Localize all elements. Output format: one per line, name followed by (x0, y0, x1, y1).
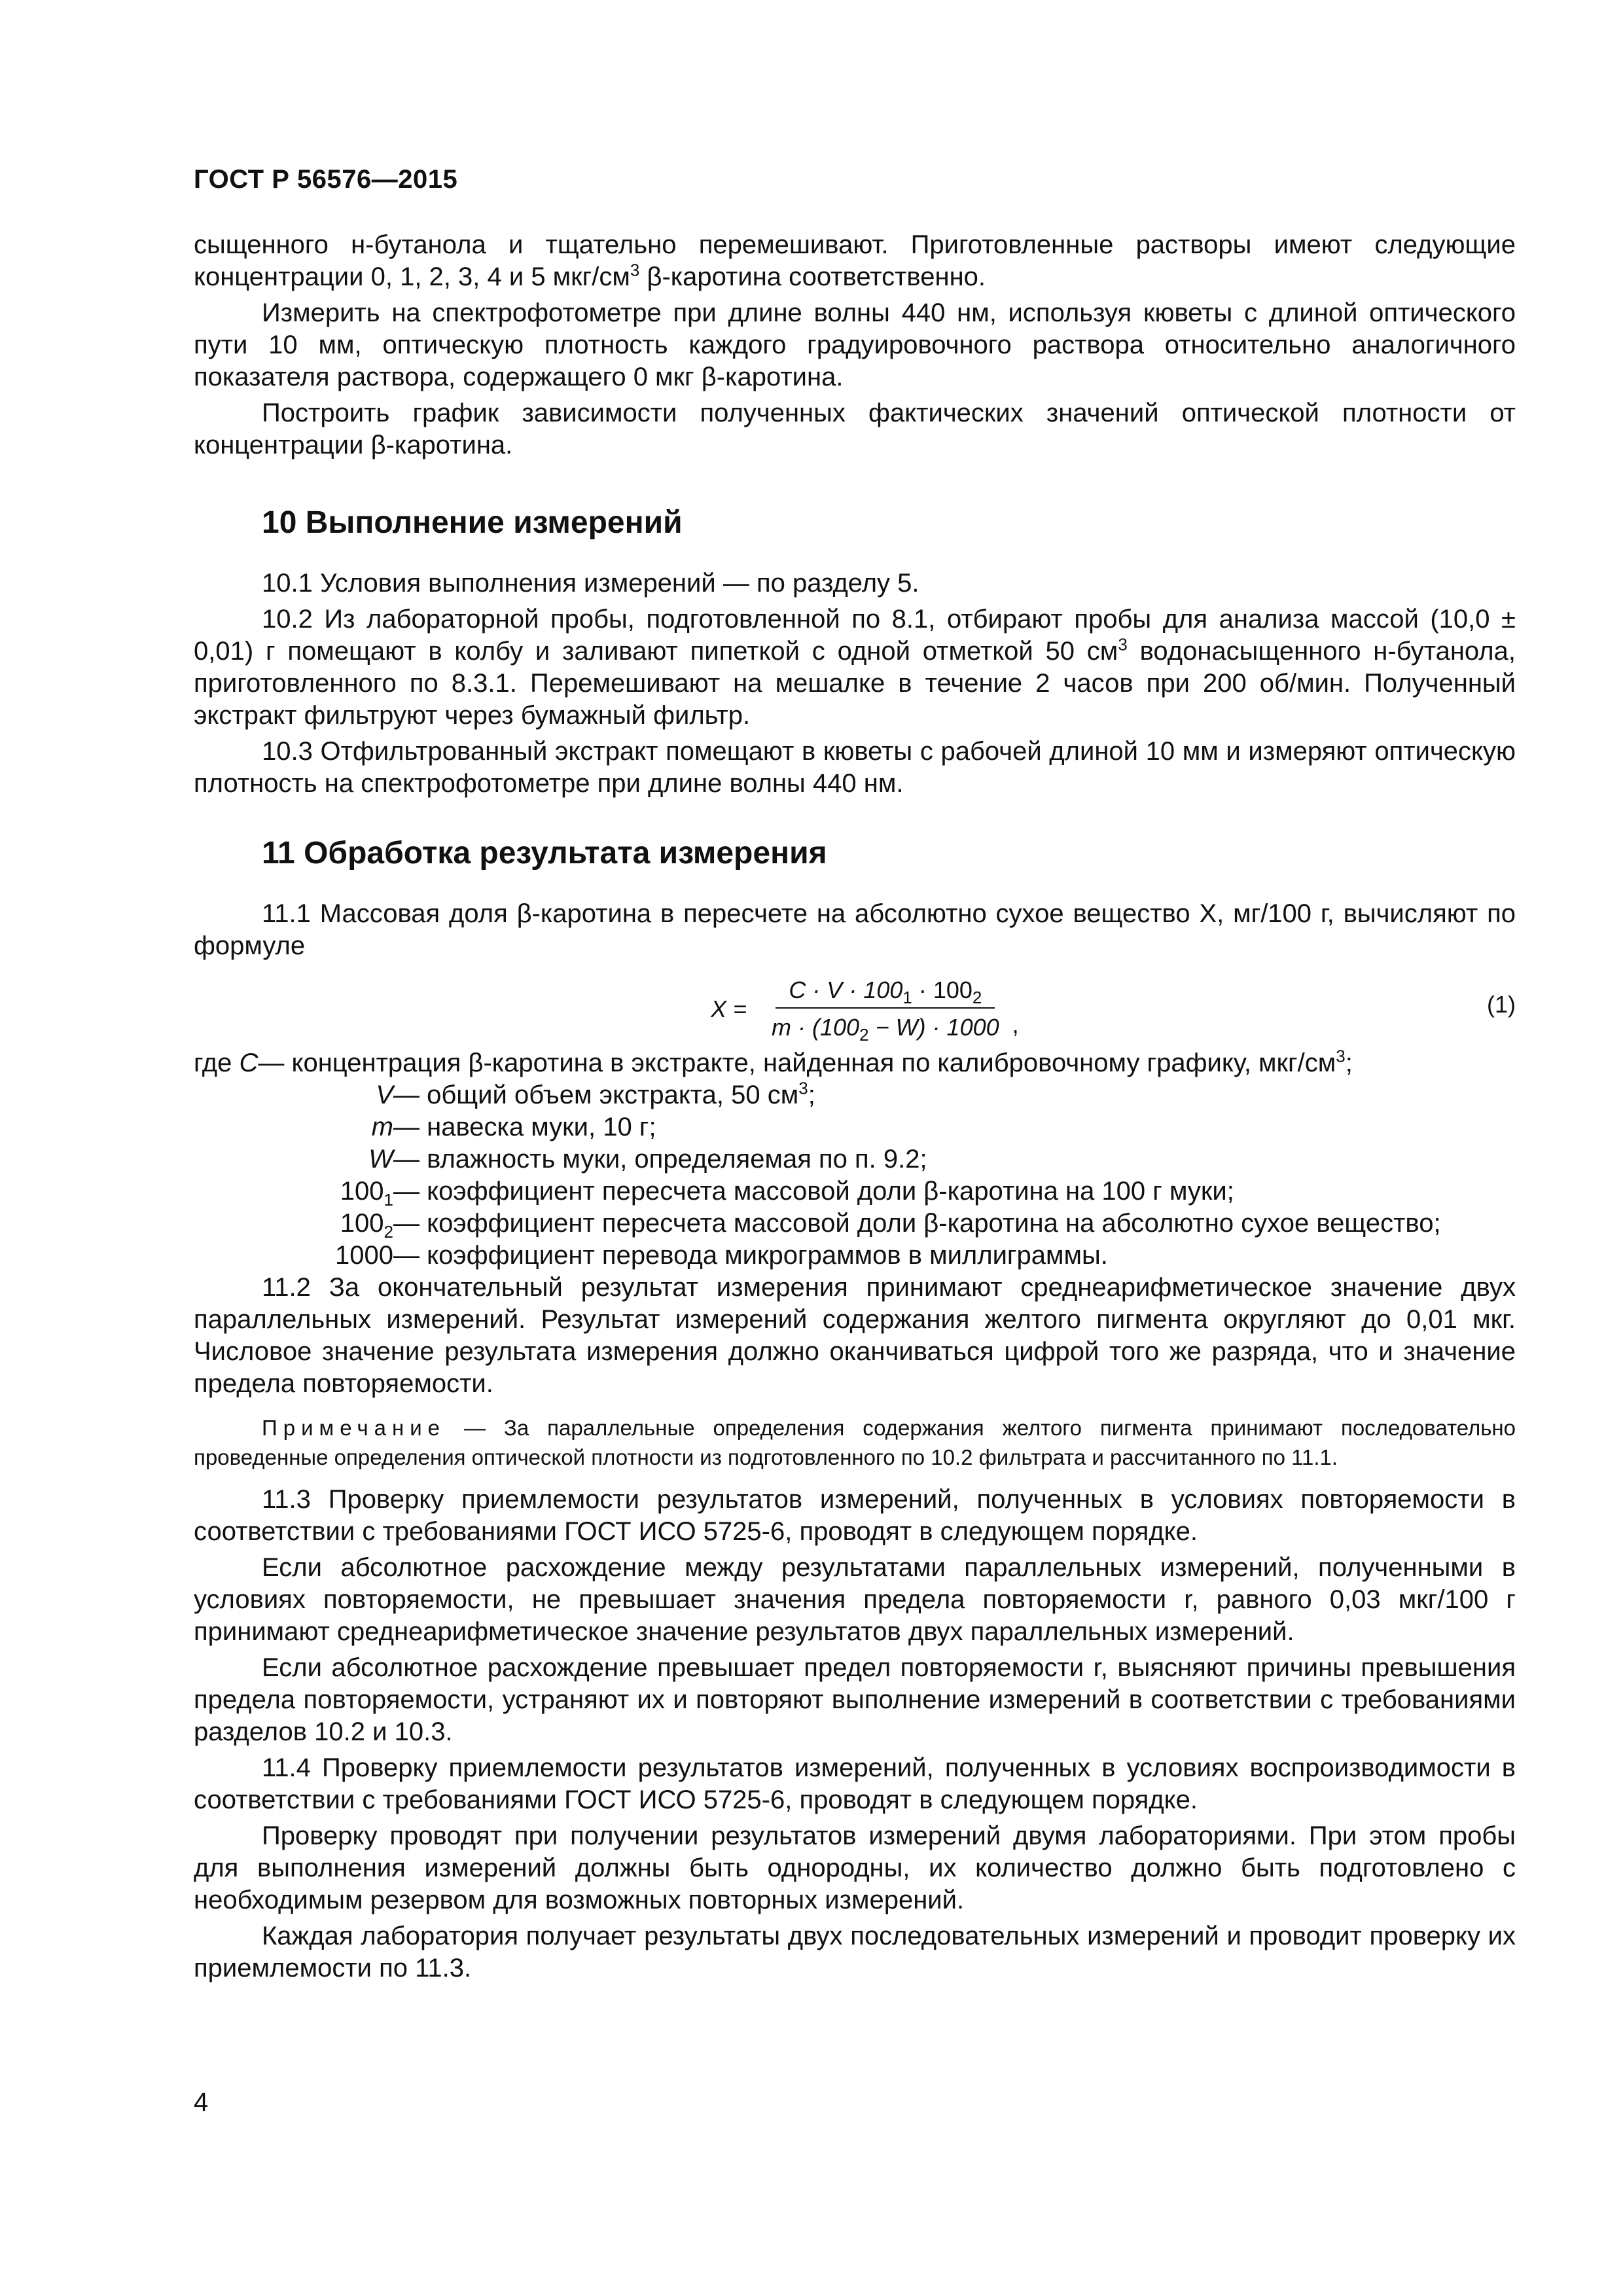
section-10-paragraph-2 (194, 603, 1516, 732)
formula-comma: , (1012, 1011, 1019, 1038)
legend-symbol (194, 1240, 393, 1272)
note-label: Примечание (262, 1416, 446, 1440)
legend-symbol (194, 1175, 393, 1208)
legend-symbol-c: C (239, 1049, 259, 1077)
formula-num-sub1: 1 (902, 988, 912, 1008)
s10-p2-superscript: 3 (1118, 634, 1128, 655)
formula-fraction (758, 974, 1012, 1043)
legend-description: — коэффициент пересчета массовой доли β-каротина на 100 г муки; (393, 1177, 1234, 1206)
formula-lhs: X = (711, 995, 747, 1022)
legend-desc-sup: 3 (798, 1078, 808, 1098)
legend-desc-text: — общий объем экстракта, 50 см (393, 1081, 799, 1109)
legend-symbol-sub: 2 (383, 1222, 393, 1242)
s10-p2-text-b: водонасыщенного н-бутанола, приготовленного по 8.3.1. Перемешивают на мешалке в течение 2 часов при 200 об/мин. Полученный экстракт фильтруют через бумажный фильтр. (194, 637, 1516, 730)
legend-desc-text: — концентрация β-каротина в экстракте, найденная по калибровочному графику, мкг/см (258, 1049, 1336, 1077)
intro-paragraph-1 (194, 229, 1516, 293)
legend-symbol-sub: 1 (383, 1190, 393, 1210)
section-10-heading: 10 Выполнение измерений (262, 505, 683, 540)
section-10-paragraph-3: 10.3 Отфильтрованный экстракт помещают в кюветы с рабочей длиной 10 мм и измеряют оптическую плотность на спектрофотометре при длине волны 440 нм. (194, 737, 1516, 798)
section-11-paragraph-3: 11.3 Проверку приемлемости результатов измерений, полученных в условиях повторяемости в соответствии с требованиями ГОСТ ИСО 5725-6, проводят в следующем порядке. (194, 1485, 1516, 1546)
section-11-paragraph-7: Проверку проводят при получении результатов измерений двумя лабораториями. При этом пробы для выполнения измерений должны быть однородны, их количество должно быть подготовлено с необходимым резервом для возможных повторных измерений. (194, 1821, 1516, 1914)
legend-desc-sup: 3 (1336, 1046, 1346, 1066)
document-header: ГОСТ Р 56576—2015 (194, 165, 458, 194)
intro-p1-text-a: сыщенного н-бутанола и тщательно перемешивают. Приготовленные растворы имеют следующие концентрации 0, 1, 2, 3, 4 и 5 мкг/см (194, 230, 1516, 291)
legend-item (194, 1111, 1516, 1143)
section-11-heading: 11 Обработка результата измерения (262, 836, 827, 870)
formula-denominator (758, 1009, 1012, 1043)
section-11-paragraph-1: 11.1 Массовая доля β-каротина в пересчете на абсолютно сухое вещество X, мг/100 г, вычисляют по формуле (194, 899, 1516, 960)
formula-block (194, 966, 1516, 1043)
intro-p1-text-b: β-каротина соответственно. (639, 262, 986, 291)
legend-symbol (194, 1047, 258, 1079)
intro-paragraph-2: Измерить на спектрофотометре при длине волны 440 нм, используя кюветы с длиной оптического пути 10 мм, оптическую плотность каждого градуировочного раствора относительно аналогичного показателя раствора, содержащего 0 мкг β-каротина. (194, 298, 1516, 391)
legend-list (194, 1047, 1516, 1272)
note-text: — За параллельные определения содержания желтого пигмента принимают последовательно проведенные определения оптической плотности из подготовленного по 10.2 фильтрата и рассчитанного по 11.1. (194, 1416, 1516, 1469)
legend-description: — навеска муки, 10 г; (393, 1113, 656, 1141)
legend-description (258, 1047, 1516, 1079)
legend-symbol-w: W (368, 1145, 393, 1174)
legend-symbol-1002: 100 (340, 1209, 384, 1238)
legend-description: — коэффициент перевода микрограммов в миллиграммы. (393, 1241, 1108, 1270)
legend-symbol-1001: 100 (340, 1177, 384, 1206)
legend-item (194, 1175, 1516, 1208)
legend-item (194, 1240, 1516, 1272)
document-body (194, 229, 1516, 1984)
formula-den-sub: 2 (859, 1025, 869, 1045)
section-11-paragraph-5: Если абсолютное расхождение превышает предел повторяемости r, выясняют причины превышения предела повторяемости, устраняют их и повторяют выполнение измерений в соответствии с требованиями разделов 10.2 и 10.3. (194, 1653, 1516, 1746)
formula (711, 974, 1019, 1043)
legend-symbol-1000: 1000 (335, 1241, 393, 1270)
legend-description: — коэффициент пересчета массовой доли β-каротина на абсолютно сухое вещество; (393, 1209, 1441, 1238)
s10-p2-text-a: 10.2 Из лабораторной пробы, подготовленной по 8.1, отбирают пробы для анализа массой (10,0 ± 0,01) г помещают в колбу и заливают пипеткой с одной отметкой 50 см (194, 605, 1516, 666)
formula-num-b: · 100 (912, 977, 972, 1003)
section-11-paragraph-2: 11.2 За окончательный результат измерения принимают среднеарифметическое значение двух параллельных измерений. Результат измерений содержания желтого пигмента округляют до 0,01 мкг. Числовое значение результата измерения должно оканчиваться цифрой того же разряда, что и значение предела повторяемости. (194, 1273, 1516, 1398)
legend-symbol-m: m (371, 1113, 393, 1141)
legend-symbol-v: V (376, 1081, 393, 1109)
legend-intro-word: где (194, 1049, 232, 1077)
formula-numerator (776, 974, 995, 1009)
section-11-paragraph-8: Каждая лаборатория получает результаты двух последовательных измерений и проводит проверку их приемлемости по 11.3. (194, 1922, 1516, 1982)
legend-symbol (194, 1111, 393, 1143)
legend-symbol (194, 1143, 393, 1175)
legend-desc-tail: ; (808, 1081, 815, 1109)
note-block (194, 1413, 1516, 1472)
intro-p1-superscript: 3 (630, 260, 640, 280)
formula-den-a: m · (100 (772, 1014, 860, 1041)
formula-number: (1) (1487, 991, 1516, 1018)
legend-description: — влажность муки, определяемая по п. 9.2; (393, 1145, 927, 1174)
intro-paragraph-3: Построить график зависимости полученных фактических значений оптической плотности от концентрации β-каротина. (194, 399, 1516, 459)
legend-item (194, 1047, 1516, 1079)
legend-item (194, 1143, 1516, 1175)
section-11-paragraph-6: 11.4 Проверку приемлемости результатов измерений, полученных в условиях воспроизводимости в соответствии с требованиями ГОСТ ИСО 5725-6, проводят в следующем порядке. (194, 1753, 1516, 1814)
legend-desc-tail: ; (1345, 1049, 1353, 1077)
legend-item (194, 1079, 1516, 1111)
formula-num-sub2: 2 (972, 988, 982, 1008)
legend-symbol (194, 1208, 393, 1240)
section-11-paragraph-4: Если абсолютное расхождение между результатами параллельных измерений, полученными в условиях повторяемости, не превышает значения предела повторяемости r, равного 0,03 мкг/100 г принимают среднеарифметическое значение результатов двух параллельных измерений. (194, 1553, 1516, 1646)
legend-description (393, 1079, 1516, 1111)
page-number: 4 (194, 2088, 209, 2117)
formula-num-a: C · V · 100 (789, 977, 903, 1003)
section-10-paragraph-1: 10.1 Условия выполнения измерений — по разделу 5. (262, 569, 919, 598)
legend-item (194, 1208, 1516, 1240)
formula-den-b: − W) · 1000 (868, 1014, 999, 1041)
legend-symbol (194, 1079, 393, 1111)
